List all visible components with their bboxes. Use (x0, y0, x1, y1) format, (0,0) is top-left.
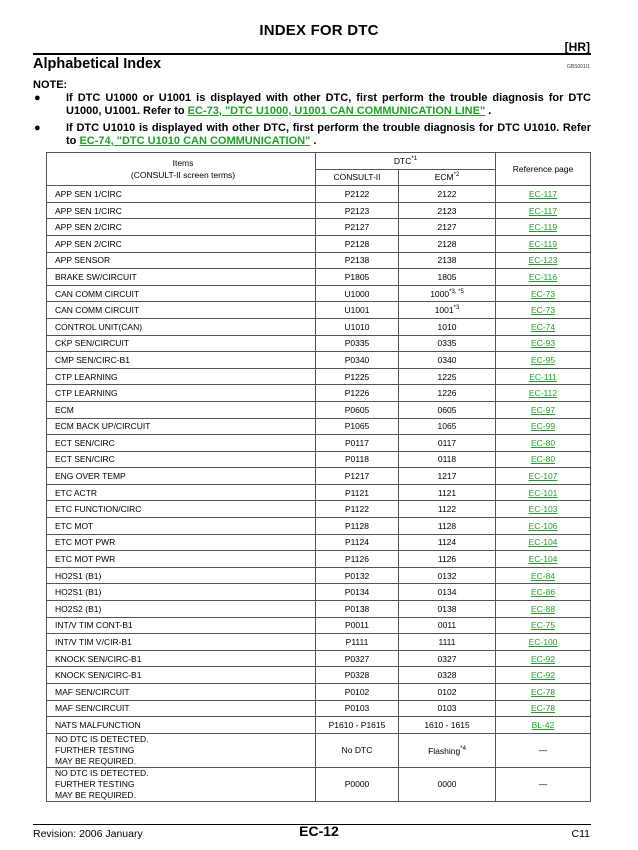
ecm-code-cell (399, 235, 496, 252)
table-row (47, 318, 591, 335)
reference-link[interactable]: EC-119 (528, 222, 558, 233)
ecm-code-cell (399, 468, 496, 485)
table-row (47, 269, 591, 286)
ecm-code-cell (399, 534, 496, 551)
table-row (47, 401, 591, 418)
note-text: If DTC U1000 or U1001 is displayed with other DTC, first perform the trouble diagnosis for DTC U1000, U1001. Refer to (66, 92, 591, 117)
reference-link[interactable]: EC-84 (530, 570, 556, 581)
item-cell: CONTROL UNIT(CAN) (47, 318, 316, 335)
table-row (47, 684, 591, 701)
ecm-code: 0011 (437, 620, 457, 631)
reference-cell (496, 617, 591, 634)
item-cell: ETC FUNCTION/CIRC (47, 501, 316, 518)
reference-cell (496, 551, 591, 568)
reference-cell (496, 700, 591, 717)
ecm-code: 2138 (437, 255, 457, 266)
note-tail: . (485, 105, 492, 117)
ecm-code: 0117 (437, 437, 457, 448)
consult-code-cell: P0335 (316, 335, 399, 352)
header-dtc (316, 153, 496, 170)
ecm-code: 2122 (437, 188, 457, 199)
item-cell: INT/V TIM CONT-B1 (47, 617, 316, 634)
ecm-code: 1065 (437, 421, 457, 432)
table-row (47, 501, 591, 518)
item-cell: ENG OVER TEMP (47, 468, 316, 485)
item-cell: CAN COMM CIRCUIT (47, 285, 316, 302)
ecm-code: 0103 (437, 703, 457, 714)
reference-cell (496, 186, 591, 203)
reference-cell (496, 285, 591, 302)
reference-cell (496, 302, 591, 319)
table-row (47, 567, 591, 584)
reference-cell: — (496, 767, 591, 801)
consult-code-cell: P1610 - P1615 (316, 717, 399, 734)
ecm-code: 1226 (437, 388, 457, 399)
header-ecm-label: ECM (434, 172, 454, 183)
dtc-table-body (47, 186, 591, 802)
reference-link[interactable]: EC-111 (529, 371, 557, 382)
table-row (47, 733, 591, 767)
consult-code-cell: P0340 (316, 352, 399, 369)
item-cell: ECT SEN/CIRC (47, 451, 316, 468)
reference-cell (496, 202, 591, 219)
ecm-code: Flashing (428, 745, 461, 756)
ecm-code: 1610 - 1615 (424, 719, 470, 730)
reference-cell (496, 468, 591, 485)
table-row (47, 202, 591, 219)
ecm-code-cell (399, 252, 496, 269)
ecm-code: 1124 (437, 537, 457, 548)
item-cell: KNOCK SEN/CIRC-B1 (47, 650, 316, 667)
reference-link[interactable]: EC-117 (528, 188, 558, 199)
ecm-code-cell (399, 285, 496, 302)
table-row (47, 484, 591, 501)
ecm-code: 1805 (437, 271, 457, 282)
note-text: If DTC U1010 is displayed with other DTC, first perform the trouble diagnosis for DTC U1010. Refer to (66, 122, 591, 147)
note-link-ec73[interactable]: EC-73, "DTC U1000, U1001 CAN COMMUNICATION LINE" (187, 105, 486, 117)
ecm-code-cell (399, 186, 496, 203)
ecm-code-cell (399, 318, 496, 335)
consult-code-cell: P0011 (316, 617, 399, 634)
reference-link[interactable]: EC-78 (530, 703, 556, 714)
reference-link[interactable]: EC-95 (530, 354, 556, 365)
table-row (47, 368, 591, 385)
reference-link[interactable]: EC-93 (530, 338, 556, 349)
ecm-code: 1010 (437, 321, 457, 332)
header-ecm-footnote: *2 (453, 172, 460, 179)
table-row (47, 617, 591, 634)
ecm-code: 0605 (437, 404, 457, 415)
item-cell: APP SEN 2/CIRC (47, 219, 316, 236)
ecm-code: 2127 (437, 222, 457, 233)
ecm-footnote: *4 (460, 745, 466, 752)
reference-link[interactable]: EC-74 (530, 321, 556, 332)
header-dtc-label: DTC (393, 155, 412, 166)
note-title: NOTE: (33, 79, 68, 91)
consult-code-cell: P1122 (316, 501, 399, 518)
reference-cell (496, 518, 591, 535)
reference-cell (496, 352, 591, 369)
table-row (47, 335, 591, 352)
reference-cell (496, 650, 591, 667)
reference-cell (496, 252, 591, 269)
header-reference: Reference page (496, 153, 591, 186)
reference-cell (496, 534, 591, 551)
reference-cell: — (496, 733, 591, 767)
item-cell (47, 767, 316, 801)
header-items-sub: (CONSULT-II screen terms) (130, 170, 236, 181)
item-cell: CAN COMM CIRCUIT (47, 302, 316, 319)
table-row (47, 634, 591, 651)
ecm-code-cell (399, 435, 496, 452)
reference-link[interactable]: BL-42 (531, 719, 555, 730)
reference-cell (496, 368, 591, 385)
reference-cell (496, 634, 591, 651)
item-cell: APP SEN 1/CIRC (47, 202, 316, 219)
item-cell: KNOCK SEN/CIRC-B1 (47, 667, 316, 684)
ecm-code-cell (399, 601, 496, 618)
reference-link[interactable]: EC-104 (528, 554, 558, 565)
reference-cell (496, 567, 591, 584)
ecm-code: 0118 (437, 454, 457, 465)
consult-code-cell: P2128 (316, 235, 399, 252)
consult-code-cell: P2123 (316, 202, 399, 219)
ecm-code-cell (399, 767, 496, 801)
footer-page-number: EC-12 (299, 823, 339, 839)
table-row (47, 518, 591, 535)
reference-cell (496, 418, 591, 435)
ecm-code-cell (399, 401, 496, 418)
table-row (47, 219, 591, 236)
ecm-code-cell (399, 451, 496, 468)
ecm-code: 1128 (437, 520, 457, 531)
ecm-code: 0328 (437, 670, 457, 681)
ecm-code: 1111 (438, 637, 456, 648)
table-row (47, 285, 591, 302)
reference-cell (496, 667, 591, 684)
item-cell (47, 733, 316, 767)
table-row (47, 584, 591, 601)
reference-cell (496, 484, 591, 501)
consult-code-cell: P0138 (316, 601, 399, 618)
item-line: MAY BE REQUIRED. (55, 755, 136, 766)
reference-link[interactable]: EC-78 (530, 686, 556, 697)
item-cell: ETC MOT PWR (47, 534, 316, 551)
ecm-code-cell (399, 617, 496, 634)
table-row (47, 186, 591, 203)
item-cell: ECT SEN/CIRC (47, 435, 316, 452)
reference-cell (496, 584, 591, 601)
item-line: NO DTC IS DETECTED. (55, 733, 149, 744)
reference-code: GBS001I1 (566, 64, 590, 70)
ecm-code-cell (399, 667, 496, 684)
ecm-code: 1126 (437, 554, 457, 565)
item-line: FURTHER TESTING (55, 778, 135, 789)
consult-code-cell: U1010 (316, 318, 399, 335)
ecm-code-cell (399, 335, 496, 352)
ecm-code: 1121 (437, 487, 457, 498)
consult-code-cell: P1226 (316, 385, 399, 402)
ecm-code: 0000 (437, 778, 457, 789)
reference-link[interactable]: EC-112 (528, 388, 558, 399)
table-row (47, 650, 591, 667)
consult-code-cell: P1111 (316, 634, 399, 651)
reference-link[interactable]: EC-86 (530, 587, 556, 598)
table-row (47, 235, 591, 252)
item-cell: CTP LEARNING (47, 385, 316, 402)
ecm-code: 1122 (437, 504, 457, 515)
ecm-code: 2123 (437, 205, 457, 216)
bullet-icon: ● (34, 122, 41, 134)
reference-cell (496, 435, 591, 452)
item-cell: APP SEN 2/CIRC (47, 235, 316, 252)
item-cell: ETC ACTR (47, 484, 316, 501)
consult-code-cell: P1128 (316, 518, 399, 535)
ecm-code-cell (399, 684, 496, 701)
ecm-code-cell (399, 202, 496, 219)
ecm-code-cell (399, 501, 496, 518)
ecm-code-cell (399, 700, 496, 717)
table-row (47, 468, 591, 485)
consult-code-cell: P0132 (316, 567, 399, 584)
header-ecm (399, 169, 496, 186)
item-cell: HO2S1 (B1) (47, 584, 316, 601)
item-cell: INT/V TIM V/CIR-B1 (47, 634, 316, 651)
reference-link[interactable]: EC-73 (530, 305, 556, 316)
reference-cell (496, 601, 591, 618)
ecm-code: 0340 (437, 354, 457, 365)
reference-link[interactable]: EC-73 (530, 288, 556, 299)
ecm-code-cell (399, 269, 496, 286)
consult-code-cell: P0327 (316, 650, 399, 667)
consult-code-cell: P2122 (316, 186, 399, 203)
reference-link[interactable]: EC-101 (528, 487, 558, 498)
consult-code-cell: No DTC (316, 733, 399, 767)
reference-link[interactable]: EC-99 (530, 421, 556, 432)
note-item (33, 122, 591, 148)
ecm-footnote: *3, *5 (449, 288, 464, 295)
consult-code-cell: P1225 (316, 368, 399, 385)
reference-link[interactable]: EC-92 (530, 653, 556, 664)
ecm-code-cell (399, 551, 496, 568)
consult-code-cell: P2138 (316, 252, 399, 269)
ecm-code-cell (399, 650, 496, 667)
reference-link[interactable]: EC-103 (528, 504, 558, 515)
ecm-code-cell (399, 717, 496, 734)
table-row (47, 717, 591, 734)
item-cell: APP SENSOR (47, 252, 316, 269)
reference-link[interactable]: EC-75 (530, 620, 556, 631)
section-heading: Alphabetical Index (33, 56, 162, 72)
note-list (33, 92, 591, 152)
item-cell: ECM BACK UP/CIRCUIT (47, 418, 316, 435)
ecm-code-cell (399, 368, 496, 385)
item-cell: NATS MALFUNCTION (47, 717, 316, 734)
note-link-ec74[interactable]: EC-74, "DTC U1010 CAN COMMUNICATION" (79, 135, 311, 147)
section-tag: [HR] (564, 40, 590, 54)
reference-link[interactable]: EC-92 (530, 670, 556, 681)
ecm-code: 2128 (437, 238, 457, 249)
reference-cell (496, 501, 591, 518)
consult-code-cell: P1065 (316, 418, 399, 435)
footer-code: C11 (571, 828, 590, 840)
header-items-label: Items (172, 158, 194, 169)
ecm-code-cell (399, 733, 496, 767)
table-row (47, 451, 591, 468)
ecm-code-cell (399, 385, 496, 402)
reference-link[interactable]: EC-80 (530, 454, 556, 465)
reference-cell (496, 451, 591, 468)
table-row (47, 418, 591, 435)
consult-code-cell: U1001 (316, 302, 399, 319)
footer-revision: Revision: 2006 January (33, 828, 143, 840)
consult-code-cell: P0000 (316, 767, 399, 801)
item-line: FURTHER TESTING (55, 744, 135, 755)
reference-link[interactable]: EC-116 (528, 271, 558, 282)
consult-code-cell: P0134 (316, 584, 399, 601)
ecm-footnote: *3 (453, 305, 460, 312)
reference-link[interactable]: EC-107 (528, 471, 558, 482)
reference-cell (496, 318, 591, 335)
consult-code-cell: P1217 (316, 468, 399, 485)
reference-link[interactable]: EC-119 (528, 238, 558, 249)
table-row (47, 767, 591, 801)
ecm-code: 1000 (430, 288, 450, 299)
item-cell: APP SEN 1/CIRC (47, 186, 316, 203)
ecm-code: 0132 (437, 570, 457, 581)
table-row (47, 601, 591, 618)
item-cell: HO2S1 (B1) (47, 567, 316, 584)
ecm-code-cell (399, 418, 496, 435)
reference-link[interactable]: EC-106 (528, 520, 558, 531)
reference-cell (496, 684, 591, 701)
ecm-code: 0327 (437, 653, 457, 664)
reference-link[interactable]: EC-97 (530, 404, 556, 415)
ecm-code-cell (399, 584, 496, 601)
table-row (47, 352, 591, 369)
note-tail: . (310, 135, 317, 147)
table-row (47, 252, 591, 269)
consult-code-cell: P1124 (316, 534, 399, 551)
consult-code-cell: P0118 (316, 451, 399, 468)
table-row (47, 435, 591, 452)
reference-link[interactable]: EC-80 (530, 437, 556, 448)
page-title: INDEX FOR DTC (259, 22, 379, 39)
consult-code-cell: P1121 (316, 484, 399, 501)
ecm-code-cell (399, 634, 496, 651)
item-cell: CKP SEN/CIRCUIT (47, 335, 316, 352)
reference-cell (496, 235, 591, 252)
ecm-code: 0335 (437, 338, 457, 349)
header-items (47, 153, 316, 186)
ecm-code-cell (399, 484, 496, 501)
table-row (47, 302, 591, 319)
reference-link[interactable]: EC-100 (528, 637, 558, 648)
consult-code-cell: P1805 (316, 269, 399, 286)
consult-code-cell: U1000 (316, 285, 399, 302)
ecm-code-cell (399, 567, 496, 584)
ecm-code: 0102 (437, 686, 457, 697)
ecm-code: 1225 (437, 371, 457, 382)
consult-code-cell: P2127 (316, 219, 399, 236)
table-row (47, 551, 591, 568)
item-cell: CTP LEARNING (47, 368, 316, 385)
dtc-index-table (46, 152, 591, 802)
item-line: NO DTC IS DETECTED. (55, 767, 149, 778)
reference-link[interactable]: EC-123 (528, 255, 558, 266)
item-cell: ECM (47, 401, 316, 418)
ecm-code: 0134 (437, 587, 457, 598)
item-cell: ETC MOT PWR (47, 551, 316, 568)
item-cell: MAF SEN/CIRCUIT (47, 700, 316, 717)
top-divider (33, 53, 591, 55)
ecm-code-cell (399, 518, 496, 535)
reference-cell (496, 385, 591, 402)
consult-code-cell: P0103 (316, 700, 399, 717)
table-row (47, 667, 591, 684)
reference-link[interactable]: EC-104 (528, 537, 558, 548)
reference-cell (496, 717, 591, 734)
ecm-code: 0138 (437, 603, 457, 614)
item-line: MAY BE REQUIRED. (55, 789, 136, 800)
reference-link[interactable]: EC-88 (530, 603, 556, 614)
item-cell: CMP SEN/CIRC-B1 (47, 352, 316, 369)
note-item (33, 92, 591, 118)
ecm-code-cell (399, 302, 496, 319)
table-row (47, 534, 591, 551)
reference-link[interactable]: EC-117 (528, 205, 558, 216)
item-cell: ETC MOT (47, 518, 316, 535)
reference-cell (496, 335, 591, 352)
table-row (47, 385, 591, 402)
header-dtc-footnote: *1 (411, 155, 418, 162)
reference-cell (496, 219, 591, 236)
item-cell: MAF SEN/CIRCUIT (47, 684, 316, 701)
consult-code-cell: P0117 (316, 435, 399, 452)
consult-code-cell: P0605 (316, 401, 399, 418)
ecm-code-cell (399, 219, 496, 236)
ecm-code-cell (399, 352, 496, 369)
consult-code-cell: P0102 (316, 684, 399, 701)
item-cell: BRAKE SW/CIRCUIT (47, 269, 316, 286)
ecm-code: 1217 (437, 471, 457, 482)
reference-cell (496, 401, 591, 418)
bullet-icon: ● (34, 92, 41, 104)
consult-code-cell: P0328 (316, 667, 399, 684)
header-consult: CONSULT-II (316, 169, 399, 186)
table-row (47, 700, 591, 717)
consult-code-cell: P1126 (316, 551, 399, 568)
item-cell: HO2S2 (B1) (47, 601, 316, 618)
reference-cell (496, 269, 591, 286)
ecm-code: 1001 (434, 305, 454, 316)
